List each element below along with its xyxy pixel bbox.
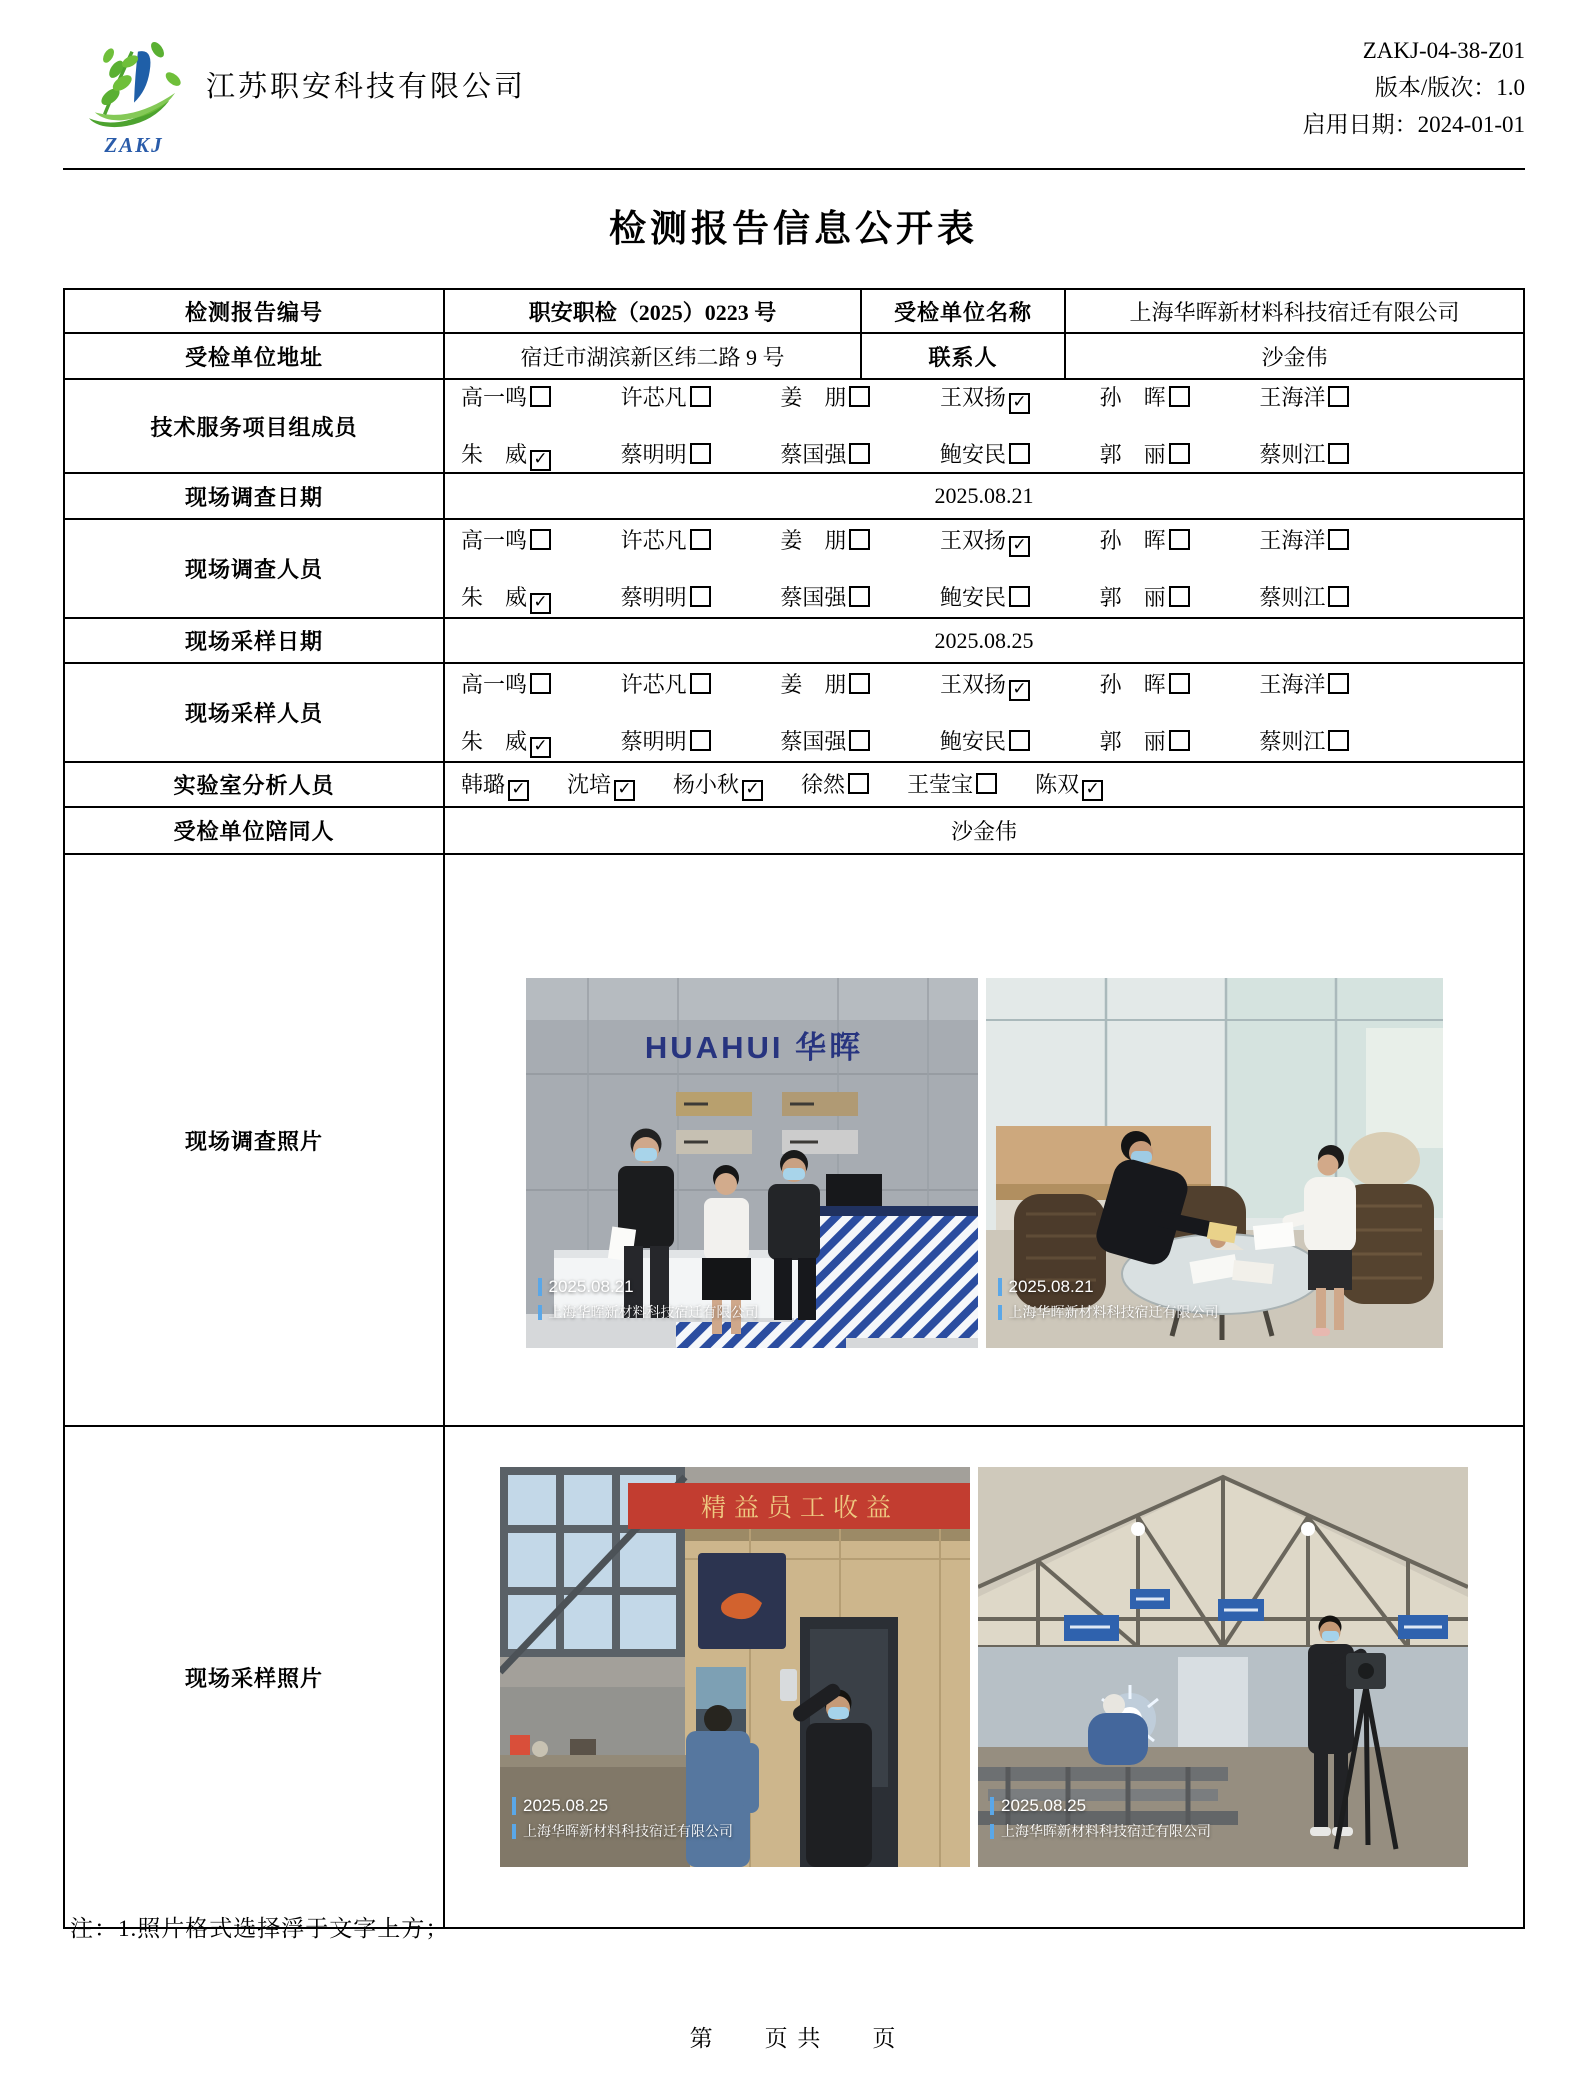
staff-member (940, 438, 1100, 471)
checkbox-unchecked[interactable] (1328, 529, 1349, 550)
watermark-company: 上海华晖新材料科技宿迁有限公司 (512, 1821, 733, 1841)
checkbox-unchecked[interactable] (1009, 730, 1030, 751)
staff-member (940, 725, 1100, 758)
checkbox-unchecked[interactable] (849, 730, 870, 751)
company-name: 江苏职安科技有限公司 (206, 71, 527, 103)
checkbox-checked[interactable]: ✓ (1082, 780, 1103, 801)
row-sampling-photos (65, 1425, 1523, 1927)
staff-name: 姜 朋 (780, 385, 847, 410)
checkbox-unchecked[interactable] (1169, 529, 1190, 550)
photo-watermark (998, 1277, 1219, 1322)
staff-name: 韩璐 (461, 772, 506, 797)
staff-member (1100, 725, 1260, 758)
staff-name: 杨小秋 (673, 772, 740, 797)
checkbox-unchecked[interactable] (976, 773, 997, 794)
checkbox-checked[interactable]: ✓ (1009, 680, 1030, 701)
staff-line (445, 524, 1523, 557)
staff-name: 许芯凡 (620, 671, 687, 697)
checkbox-unchecked[interactable] (849, 529, 870, 550)
staff-member (461, 524, 621, 557)
watermark-company: 上海华晖新材料科技宿迁有限公司 (998, 1302, 1219, 1322)
staff-name: 蔡则江 (1259, 584, 1326, 610)
checkbox-unchecked[interactable] (1169, 386, 1190, 407)
staff-member (621, 381, 781, 414)
checkbox-checked[interactable]: ✓ (1009, 393, 1030, 414)
staff-member (621, 524, 781, 557)
checkbox-unchecked[interactable] (530, 386, 551, 407)
company-logo (74, 36, 194, 158)
staff-member (461, 768, 529, 801)
staff-name: 郭 丽 (1099, 442, 1166, 467)
checkbox-unchecked[interactable] (1328, 586, 1349, 607)
checkbox-checked[interactable]: ✓ (530, 737, 551, 758)
staff-name: 蔡则江 (1259, 442, 1326, 467)
checkbox-unchecked[interactable] (530, 673, 551, 694)
staff-name: 陈双 (1035, 772, 1080, 797)
report-no-label: 检测报告编号 (184, 299, 323, 325)
survey-photo-label: 现场调查照片 (184, 1128, 323, 1154)
staff-name: 姜 朋 (780, 527, 847, 553)
staff-name: 高一鸣 (461, 385, 528, 410)
staff-member (673, 768, 763, 801)
staff-member (801, 768, 869, 801)
footnote: 注：1.照片格式选择浮于文字上方； (70, 1916, 450, 1941)
staff-member (780, 524, 940, 557)
survey-staff-label: 现场调查人员 (184, 557, 323, 582)
staff-member (1259, 668, 1419, 701)
checkbox-unchecked[interactable] (1328, 673, 1349, 694)
team-label: 技术服务项目组成员 (150, 414, 358, 440)
survey-photos-cell (443, 855, 1523, 1425)
team-members-cell (443, 380, 1523, 472)
staff-name: 孙 晖 (1099, 385, 1166, 410)
staff-line (445, 438, 1523, 471)
staff-member (621, 581, 781, 614)
checkbox-unchecked[interactable] (690, 730, 711, 751)
unit-addr-value: 宿迁市湖滨新区纬二路 9 号 (443, 334, 860, 378)
sampling-photo-label: 现场采样照片 (184, 1665, 323, 1691)
checkbox-checked[interactable]: ✓ (508, 780, 529, 801)
staff-name: 蔡明明 (620, 584, 687, 610)
staff-name: 高一鸣 (461, 527, 528, 553)
unit-name-value: 上海华晖新材料科技宿迁有限公司 (1064, 290, 1523, 332)
staff-member (780, 725, 940, 758)
checkbox-unchecked[interactable] (1169, 586, 1190, 607)
header-divider (63, 168, 1525, 170)
checkbox-unchecked[interactable] (849, 386, 870, 407)
logo-text: ZAKJ (104, 133, 164, 157)
watermark-date: 2025.08.25 (512, 1796, 733, 1816)
staff-name: 沈培 (567, 772, 612, 797)
row-report-no (65, 290, 1523, 332)
staff-name: 鲍安民 (940, 584, 1007, 610)
checkbox-unchecked[interactable] (1009, 443, 1030, 464)
staff-member (1259, 381, 1419, 414)
staff-name: 王海洋 (1259, 527, 1326, 553)
watermark-company: 上海华晖新材料科技宿迁有限公司 (538, 1302, 759, 1322)
report-no-value: 职安职检（2025）0223 号 (443, 290, 860, 332)
photo-watermark (512, 1796, 733, 1841)
row-sampling-staff (65, 662, 1523, 761)
staff-member (621, 438, 781, 471)
staff-member (461, 725, 621, 758)
checkbox-unchecked[interactable] (1009, 586, 1030, 607)
checkbox-unchecked[interactable] (690, 673, 711, 694)
staff-member (780, 438, 940, 471)
staff-member (461, 438, 621, 471)
doc-version: 版本/版次：1.0 (1374, 75, 1525, 100)
photo-watermark (990, 1796, 1211, 1841)
staff-line (445, 581, 1523, 614)
staff-line (445, 725, 1523, 758)
survey-date-label: 现场调查日期 (184, 484, 323, 510)
doc-enable-date: 启用日期：2024-01-01 (1302, 112, 1525, 137)
contact-value: 沙金伟 (1064, 334, 1523, 378)
checkbox-checked[interactable]: ✓ (530, 593, 551, 614)
sampling-photo-1 (500, 1467, 970, 1867)
staff-name: 王海洋 (1259, 385, 1326, 410)
unit-name-label: 受检单位名称 (860, 290, 1064, 332)
row-sampling-date (65, 617, 1523, 662)
staff-member (621, 668, 781, 701)
staff-name: 郭 丽 (1099, 584, 1166, 610)
staff-name: 蔡国强 (780, 584, 847, 610)
companion-label: 受检单位陪同人 (173, 819, 335, 844)
row-unit-address (65, 332, 1523, 378)
staff-name: 朱 威 (461, 442, 528, 467)
staff-name: 王双扬 (940, 385, 1007, 410)
survey-date-value: 2025.08.21 (443, 474, 1523, 518)
staff-name: 徐然 (801, 772, 846, 797)
staff-name: 许芯凡 (620, 385, 687, 410)
staff-member (940, 668, 1100, 701)
staff-name: 蔡明明 (620, 442, 687, 467)
staff-member (461, 581, 621, 614)
staff-member (461, 668, 621, 701)
staff-member (1035, 768, 1103, 801)
staff-name: 许芯凡 (620, 527, 687, 553)
row-survey-staff (65, 518, 1523, 617)
watermark-date: 2025.08.21 (538, 1277, 759, 1297)
staff-member (1259, 524, 1419, 557)
checkbox-unchecked[interactable] (690, 586, 711, 607)
staff-name: 王莹宝 (907, 772, 974, 797)
staff-member (1100, 438, 1260, 471)
watermark-date: 2025.08.25 (990, 1796, 1211, 1816)
page-title: 检测报告信息公开表 (609, 209, 978, 250)
staff-name: 姜 朋 (780, 671, 847, 697)
staff-member (1259, 581, 1419, 614)
checkbox-checked[interactable]: ✓ (1009, 536, 1030, 557)
unit-addr-label: 受检单位地址 (184, 344, 323, 370)
staff-member (567, 768, 635, 801)
checkbox-unchecked[interactable] (1169, 443, 1190, 464)
staff-member (907, 768, 997, 801)
sampling-staff-label: 现场采样人员 (184, 701, 323, 726)
companion-value: 沙金伟 (443, 808, 1523, 853)
staff-line (445, 381, 1523, 414)
staff-member (1100, 524, 1260, 557)
checkbox-unchecked[interactable] (530, 529, 551, 550)
staff-name: 王海洋 (1259, 671, 1326, 697)
document-meta (1303, 32, 1525, 143)
row-survey-photos (65, 853, 1523, 1425)
staff-member (621, 725, 781, 758)
watermark-date: 2025.08.21 (998, 1277, 1219, 1297)
staff-name: 蔡则江 (1259, 728, 1326, 754)
contact-label: 联系人 (860, 334, 1064, 378)
checkbox-unchecked[interactable] (1169, 730, 1190, 751)
survey-photo-2 (986, 978, 1443, 1348)
checkbox-unchecked[interactable] (849, 586, 870, 607)
staff-name: 孙 晖 (1099, 527, 1166, 553)
staff-name: 高一鸣 (461, 671, 528, 697)
checkbox-checked[interactable]: ✓ (614, 780, 635, 801)
staff-name: 蔡明明 (620, 728, 687, 754)
banner-text: 精益员工收益 (700, 1495, 900, 1522)
survey-photo-1 (526, 978, 978, 1348)
staff-name: 郭 丽 (1099, 728, 1166, 754)
staff-line (445, 668, 1523, 701)
lab-staff-label: 实验室分析人员 (173, 773, 335, 798)
checkbox-unchecked[interactable] (1328, 386, 1349, 407)
checkbox-unchecked[interactable] (690, 386, 711, 407)
row-companion (65, 806, 1523, 853)
doc-code: ZAKJ-04-38-Z01 (1362, 38, 1525, 63)
staff-name: 鲍安民 (940, 442, 1007, 467)
report-info-table (63, 288, 1525, 1929)
staff-name: 王双扬 (940, 671, 1007, 697)
staff-member (940, 524, 1100, 557)
checkbox-unchecked[interactable] (690, 443, 711, 464)
row-lab-staff (65, 761, 1523, 806)
watermark-company: 上海华晖新材料科技宿迁有限公司 (990, 1821, 1211, 1841)
staff-name: 朱 威 (461, 728, 528, 754)
sampling-staff-cell (443, 664, 1523, 761)
staff-member (1100, 668, 1260, 701)
leaf-logo-icon (75, 36, 193, 132)
sampling-date-value: 2025.08.25 (443, 619, 1523, 662)
staff-name: 孙 晖 (1099, 671, 1166, 697)
staff-member (940, 581, 1100, 614)
survey-staff-cell (443, 520, 1523, 617)
checkbox-checked[interactable]: ✓ (742, 780, 763, 801)
sampling-photo-2 (978, 1467, 1468, 1867)
staff-name: 王双扬 (940, 527, 1007, 553)
staff-member (780, 581, 940, 614)
checkbox-unchecked[interactable] (849, 443, 870, 464)
staff-member (1100, 581, 1260, 614)
staff-line (445, 768, 1523, 801)
checkbox-unchecked[interactable] (1328, 730, 1349, 751)
page-number-line: 第 页 共 页 (689, 2026, 898, 2051)
staff-name: 蔡国强 (780, 442, 847, 467)
checkbox-unchecked[interactable] (1169, 673, 1190, 694)
staff-name: 蔡国强 (780, 728, 847, 754)
sampling-photos-cell (443, 1427, 1523, 1927)
staff-member (940, 381, 1100, 414)
checkbox-unchecked[interactable] (848, 773, 869, 794)
checkbox-unchecked[interactable] (849, 673, 870, 694)
staff-member (461, 381, 621, 414)
row-team-members (65, 378, 1523, 472)
checkbox-checked[interactable]: ✓ (530, 450, 551, 471)
sampling-date-label: 现场采样日期 (184, 629, 323, 654)
staff-name: 鲍安民 (940, 728, 1007, 754)
staff-name: 朱 威 (461, 584, 528, 610)
lab-staff-cell (443, 763, 1523, 806)
checkbox-unchecked[interactable] (1328, 443, 1349, 464)
checkbox-unchecked[interactable] (690, 529, 711, 550)
row-survey-date (65, 472, 1523, 518)
staff-member (1259, 725, 1419, 758)
huahui-sign-text: HUAHUI 华晖 (644, 1030, 863, 1065)
staff-member (1259, 438, 1419, 471)
photo-watermark (538, 1277, 759, 1322)
staff-member (780, 381, 940, 414)
staff-member (1100, 381, 1260, 414)
staff-member (780, 668, 940, 701)
